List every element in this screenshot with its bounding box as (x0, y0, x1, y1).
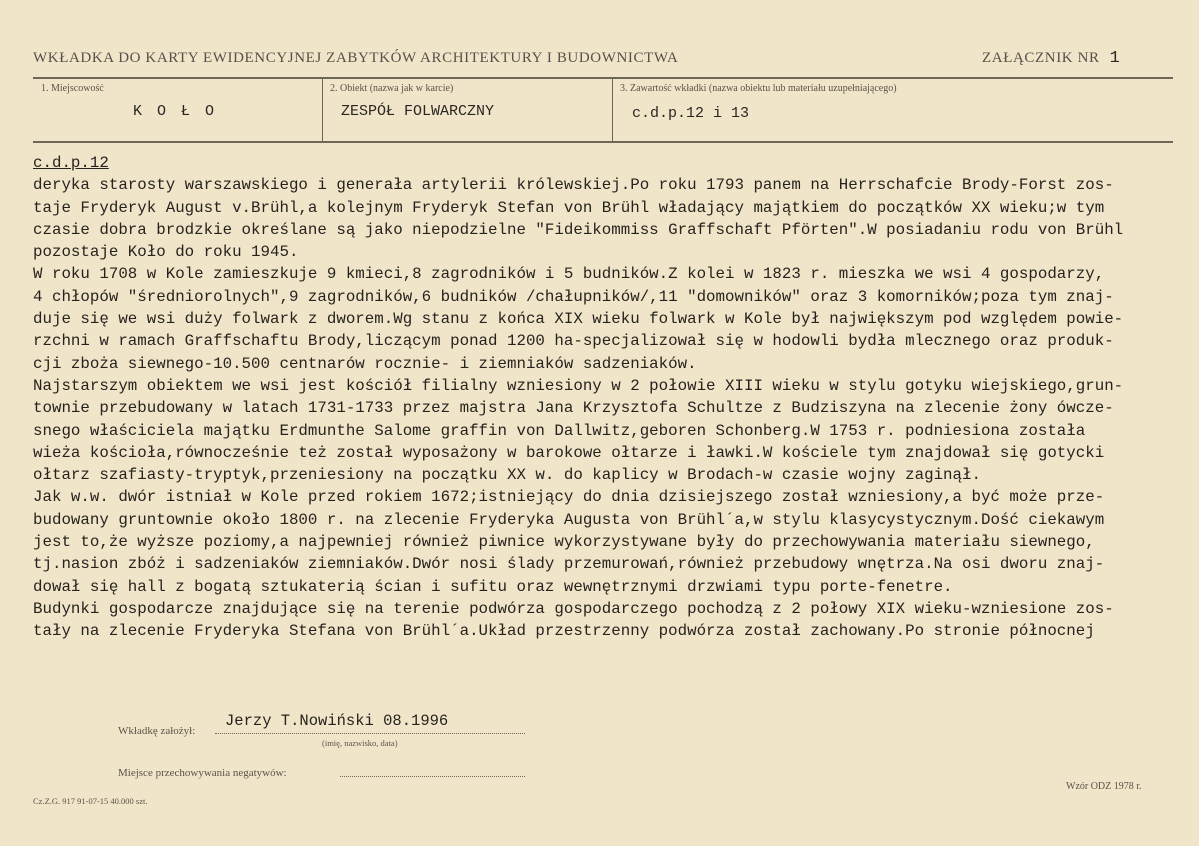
form-title: WKŁADKA DO KARTY EWIDENCYJNEJ ZABYTKÓW ARCHITEKTURY I BUDOWNICTWA (33, 50, 679, 66)
body-line: pozostaje Koło do roku 1945. (33, 243, 299, 262)
body-line: budowany gruntownie około 1800 r. na zlecenie Fryderyka Augusta von Brühl´a,w stylu klasycystycznym.Dość ciekawym (33, 510, 1105, 529)
body-line: W roku 1708 w Kole zamieszkuje 9 kmieci,8 zagrodników i 5 budników.Z kolei w 1823 r. mieszka we wsi 4 gospodarzy, (33, 265, 1105, 284)
body-line: snego właściciela majątku Erdmunthe Salome graffin von Dallwitz,geboren Schonberg.W 1753 r. podniesiona została (33, 421, 1086, 440)
field-1-value: K O Ł O (133, 103, 218, 120)
body-line: tały na zlecenie Fryderyka Stefana von Brühl´a.Układ przestrzenny podwórza został zachowany.Po stronie północnej (33, 622, 1095, 641)
document-body (33, 152, 1183, 643)
field-3-value: c.d.p.12 i 13 (632, 105, 750, 122)
negatives-location-line (340, 776, 525, 777)
created-by-hint: (imię, nazwisko, data) (322, 738, 398, 748)
attachment-number-block (982, 49, 1120, 68)
form-model: Wzór ODZ 1978 r. (1066, 781, 1142, 792)
created-by-line (215, 733, 525, 734)
body-line: dował się hall z bogatą sztukaterią ścian i sufitu oraz wewnętrznymi drzwiami typu porte-fenetre. (33, 577, 953, 596)
body-line: czasie dobra brodzkie określane są jako niepodzielne "Fideikommiss Graffschaft Pförten".W posiadaniu rodu von Brühl (33, 220, 1124, 239)
body-line: deryka starosty warszawskiego i generała artylerii królewskiej.Po roku 1793 panem na Herrschafcie Brody-Forst zos- (33, 176, 1114, 195)
body-line: duje się we wsi duży folwark z dworem.Wg stanu z końca XIX wieku folwark w Kole był największym pod względem powie- (33, 310, 1124, 329)
body-heading: c.d.p.12 (33, 154, 109, 172)
negatives-location-label: Miejsce przechowywania negatywów: (118, 767, 287, 779)
field-2-value: ZESPÓŁ FOLWARCZNY (341, 103, 495, 120)
body-line: tj.nasion zbóż i sadzeniaków ziemniaków.Dwór nosi ślady przemurowań,również przebudowy wnętrza.Na osi dworu znaj- (33, 555, 1105, 574)
created-by-value: Jerzy T.Nowiński 08.1996 (225, 712, 449, 730)
fields-rule-bottom (33, 141, 1173, 143)
body-line: taje Fryderyk August v.Brühl,a kolejnym Fryderyk Stefan von Brühl władający majątkiem do początków XX wieku;w tym (33, 198, 1105, 217)
created-by-label: Wkładkę założył: (118, 725, 196, 737)
field-divider-2 (612, 79, 613, 141)
body-line: rzchni w ramach Graffschaftu Brody,liczącym ponad 1200 ha-specjalizował się w hodowli bydła mlecznego oraz produk- (33, 332, 1114, 351)
field-1-label: 1. Miejscowość (41, 83, 104, 94)
body-line: Jak w.w. dwór istniał w Kole przed rokiem 1672;istniejący do dnia dzisiejszego został wzniesiony,a być może prze- (33, 488, 1105, 507)
body-line: 4 chłopów "średniorolnych",9 zagrodników,6 budników /chałupników/,11 "domowników" oraz 3 komorników;poza tym znaj- (33, 287, 1114, 306)
body-line: wieża kościoła,równocześnie też został wyposażony w barokowe ołtarze i ławki.W kościele tym znajdował się gotycki (33, 443, 1105, 462)
print-code: Cz.Z.G. 917 91-07-15 40.000 szt. (33, 796, 148, 806)
attachment-number: 1 (1109, 49, 1121, 68)
body-lines (33, 174, 1183, 642)
body-line: townie przebudowany w latach 1731-1733 przez majstra Jana Krzysztofa Schultze z Budziszyna na zlecenie żony ówcze- (33, 399, 1114, 418)
field-divider-1 (322, 79, 323, 141)
body-line: Budynki gospodarcze znajdujące się na terenie podwórza gospodarczego pochodzą z 2 połowy XIX wieku-wzniesione zos- (33, 599, 1114, 618)
attachment-label: ZAŁĄCZNIK NR (982, 50, 1100, 66)
header-rule-top (33, 77, 1173, 79)
body-line: jest to,że wyższe poziomy,a najpewniej również piwnice wykorzystywane były do przechowywania materiału siewnego, (33, 533, 1095, 552)
field-2-label: 2. Obiekt (nazwa jak w karcie) (330, 83, 454, 94)
body-line: ołtarz szafiasty-tryptyk,przeniesiony na początku XX w. do kaplicy w Brodach-w czasie wojny zaginął. (33, 466, 981, 485)
field-3-label: 3. Zawartość wkładki (nazwa obiektu lub materiału uzupełniającego) (620, 83, 897, 94)
body-line: Najstarszym obiektem we wsi jest kościół filialny wzniesiony w 2 połowie XIII wieku w stylu gotyku wiejskiego,grun- (33, 376, 1124, 395)
body-line: cji zboża siewnego-10.500 centnarów rocznie- i ziemniaków sadzeniaków. (33, 354, 697, 373)
